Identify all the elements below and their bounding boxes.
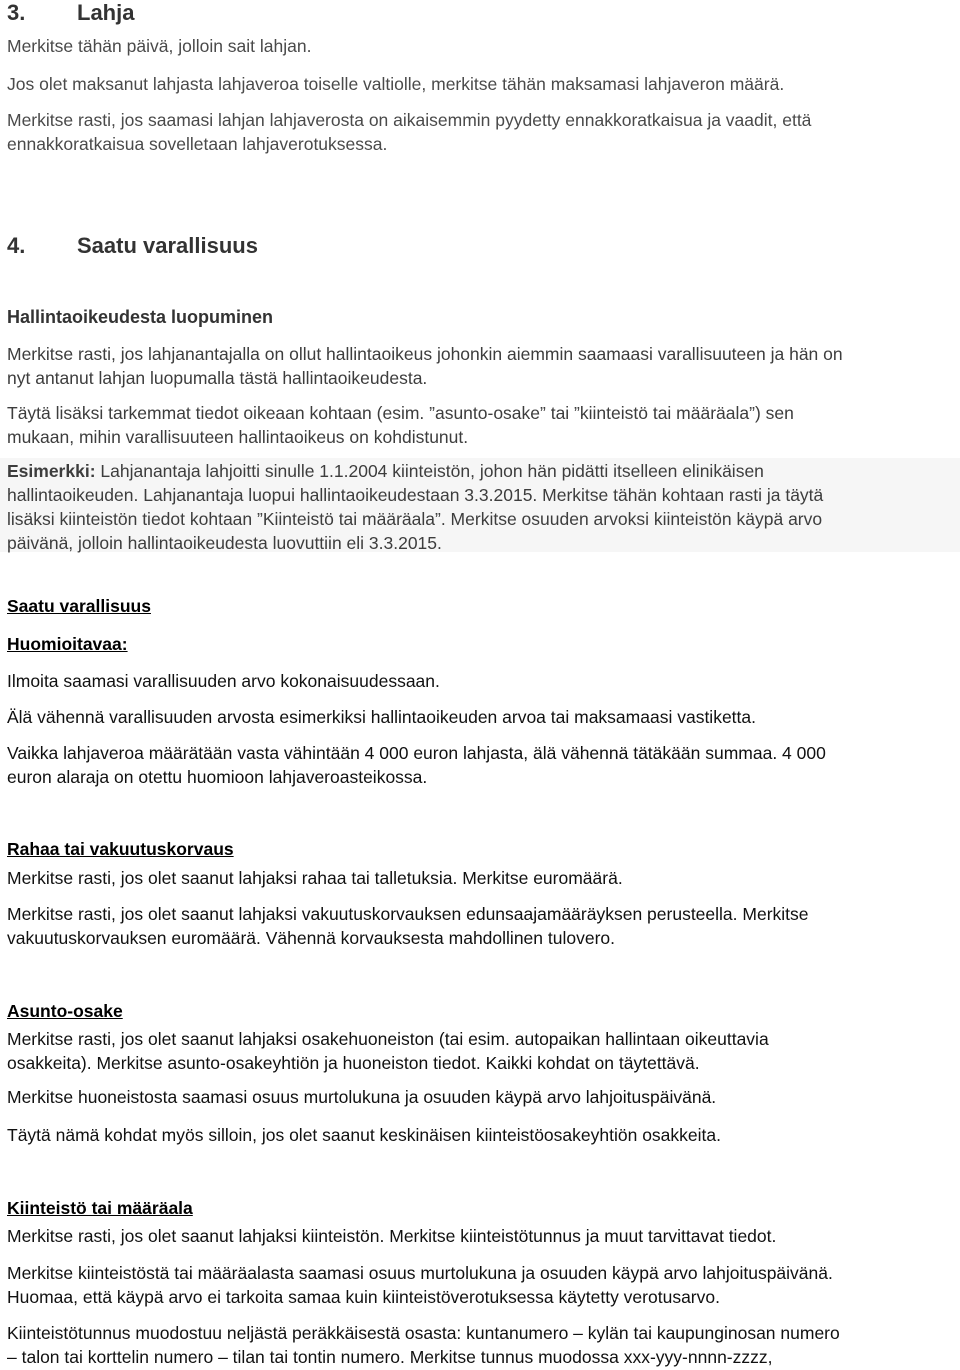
saatu-paragraph-3-line-2: euron alaraja on otettu huomioon lahjaveroasteikossa. [7,767,428,787]
hallintaoikeus-paragraph-2-line-1: Täytä lisäksi tarkemmat tiedot oikeaan kohtaan (esim. ”asunto-osake” tai ”kiinteistö tai määräala”) sen [7,403,794,423]
hallintaoikeus-subheading: Hallintaoikeudesta luopuminen [7,307,274,327]
huomioitavaa-heading: Huomioitavaa: [7,634,128,654]
hallintaoikeus-paragraph-2 [7,401,952,449]
saatu-paragraph-3 [7,741,952,789]
kiinteisto-paragraph-3-line-1: Kiinteistötunnus muodostuu neljästä peräkkäisestä osasta: kuntanumero – kylän tai kaupunginosan numero [7,1323,840,1343]
kiinteisto-paragraph-2-line-1: Merkitse kiinteistöstä tai määräalasta saamasi osuus murtolukuna ja osuuden käypä arvo lahjoituspäivänä. [7,1263,833,1283]
kiinteisto-paragraph-2-line-2: Huomaa, että käypä arvo ei tarkoita samaa kuin kiinteistöverotuksessa käytetty verotusarvo. [7,1287,720,1307]
asunto-paragraph-1-line-1: Merkitse rasti, jos olet saanut lahjaksi osakehuoneiston (tai esim. autopaikan hallintaan oikeuttavia [7,1029,769,1049]
kiinteisto-paragraph-1: Merkitse rasti, jos olet saanut lahjaksi kiinteistön. Merkitse kiinteistötunnus ja muut tarvittavat tiedot. [7,1226,777,1246]
asunto-paragraph-1-line-2: osakkeita). Merkitse asunto-osakeyhtiön ja huoneiston tiedot. Kaikki kohdat on täytettävä. [7,1053,700,1073]
example-line-3: lisäksi kiinteistön tiedot kohtaan ”Kiinteistö tai määräala”. Merkitse osuuden arvoksi kiinteistön käypä arvo [7,509,823,529]
example-line-2: hallintaoikeuden. Lahjanantaja luopui hallintaoikeudestaan 3.3.2015. Merkitse tähän kohtaan rasti ja täytä [7,485,824,505]
section-3-title: Lahja [77,0,135,25]
example-label: Esimerkki: [7,461,96,481]
hallintaoikeus-paragraph-1-line-1: Merkitse rasti, jos lahjanantajalla on ollut hallintaoikeus johonkin aiemmin saamaasi varallisuuteen ja hän on [7,344,843,364]
hallintaoikeus-paragraph-2-line-2: mukaan, mihin varallisuuteen hallintaoikeus on kohdistunut. [7,427,469,447]
section-4-heading [7,233,952,259]
section-3-heading [7,0,952,26]
saatu-paragraph-1: Ilmoita saamasi varallisuuden arvo kokonaisuudessaan. [7,671,440,691]
hallintaoikeus-paragraph-1 [7,342,952,390]
asunto-paragraph-1 [7,1027,952,1075]
example-line-4: päivänä, jolloin hallintaoikeudesta luovuttiin eli 3.3.2015. [7,533,442,553]
section-4-number: 4. [7,233,26,258]
rahaa-paragraph-2 [7,902,952,950]
rahaa-paragraph-2-line-1: Merkitse rasti, jos olet saanut lahjaksi vakuutuskorvauksen edunsaajamääräyksen perusteella. Merkitse [7,904,809,924]
asunto-osake-heading: Asunto-osake [7,1001,123,1021]
asunto-paragraph-3: Täytä nämä kohdat myös silloin, jos olet saanut keskinäisen kiinteistöosakeyhtiön osakkeita. [7,1125,721,1145]
saatu-paragraph-2: Älä vähennä varallisuuden arvosta esimerkiksi hallintaoikeuden arvoa tai maksamaasi vastiketta. [7,707,756,727]
rahaa-heading: Rahaa tai vakuutuskorvaus [7,839,234,859]
kiinteisto-heading: Kiinteistö tai määräala [7,1198,193,1218]
saatu-varallisuus-heading: Saatu varallisuus [7,596,151,616]
kiinteisto-paragraph-3-line-2: – talon tai korttelin numero – tilan tai tontin numero. Merkitse tunnus muodossa xxx-yyy-nnnn-zzzz, [7,1347,773,1367]
section-3-paragraph-2: Jos olet maksanut lahjasta lahjaveroa toiselle valtiolle, merkitse tähän maksamasi lahjaveron määrä. [7,74,785,94]
section-3-paragraph-3-line-2: ennakkoratkaisua sovelletaan lahjaverotuksessa. [7,134,388,154]
example-paragraph [7,459,952,555]
section-3-paragraph-3-line-1: Merkitse rasti, jos saamasi lahjan lahjaverosta on aikaisemmin pyydetty ennakkoratkaisua ja vaadit, että [7,110,812,130]
hallintaoikeus-paragraph-1-line-2: nyt antanut lahjan luopumalla tästä hallintaoikeudesta. [7,368,428,388]
rahaa-paragraph-1: Merkitse rasti, jos olet saanut lahjaksi rahaa tai talletuksia. Merkitse euromäärä. [7,868,623,888]
asunto-paragraph-2: Merkitse huoneistosta saamasi osuus murtolukuna ja osuuden käypä arvo lahjoituspäivänä. [7,1087,717,1107]
section-3-paragraph-3 [7,108,952,156]
rahaa-paragraph-2-line-2: vakuutuskorvauksen euromäärä. Vähennä korvauksesta mahdollinen tulovero. [7,928,615,948]
kiinteisto-paragraph-2 [7,1261,952,1309]
example-line-1: Lahjanantaja lahjoitti sinulle 1.1.2004 kiinteistön, johon hän pidätti itselleen elinikäisen [95,461,764,481]
section-3-number: 3. [7,0,26,25]
section-3-paragraph-1: Merkitse tähän päivä, jolloin sait lahjan. [7,36,312,56]
kiinteisto-paragraph-3 [7,1321,952,1369]
section-4-title: Saatu varallisuus [77,233,258,258]
saatu-paragraph-3-line-1: Vaikka lahjaveroa määrätään vasta vähintään 4 000 euron lahjasta, älä vähennä tätäkään summaa. 4 000 [7,743,826,763]
